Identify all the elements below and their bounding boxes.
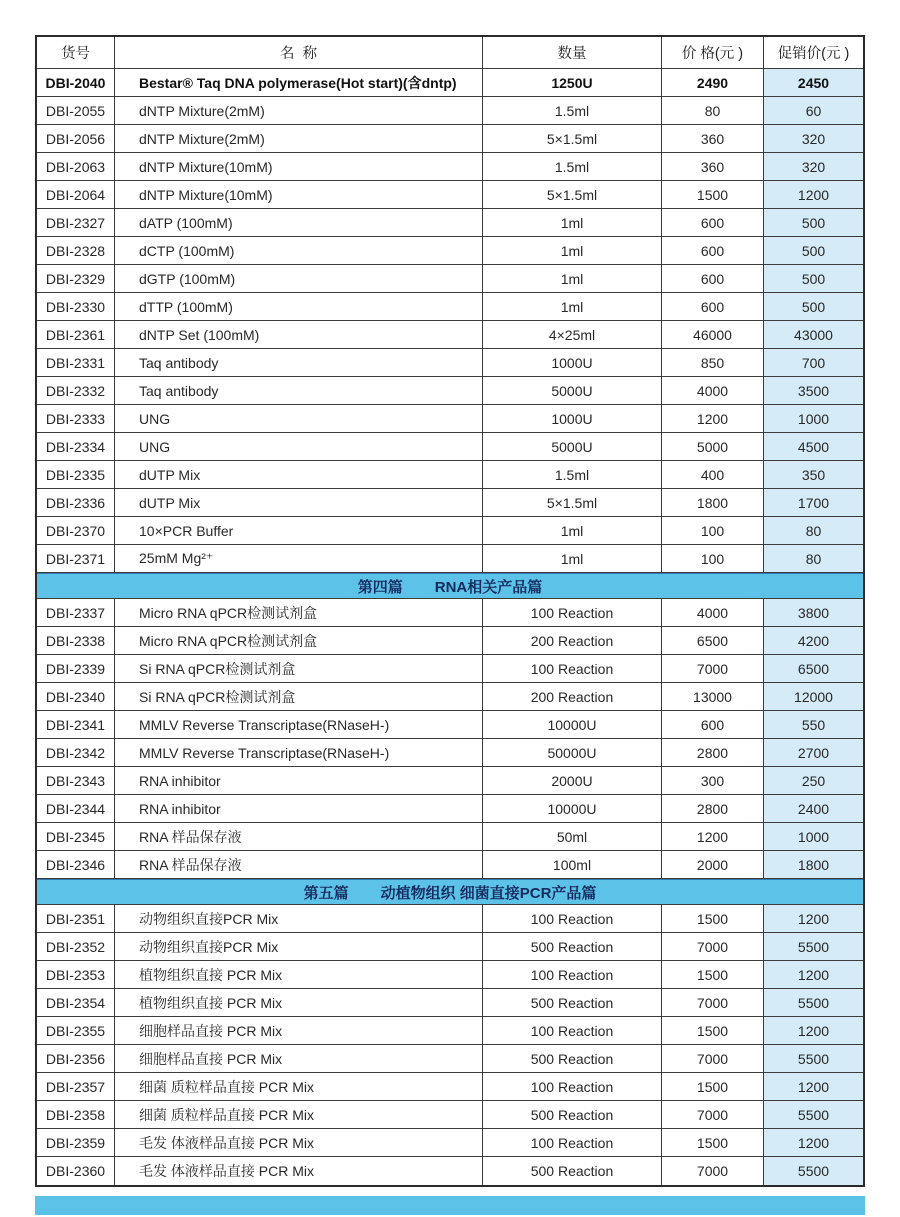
col-header-product-name: 名 称 xyxy=(115,37,483,69)
section-number: 第五篇 xyxy=(303,884,349,902)
quantity-cell: 500 Reaction xyxy=(483,1045,662,1073)
product-name-cell: dNTP Mixture(2mM) xyxy=(115,125,483,153)
table-row xyxy=(37,237,863,265)
promo-price-cell: 1700 xyxy=(764,489,863,517)
product-name-cell: 植物组织直接 PCR Mix xyxy=(115,961,483,989)
table-row xyxy=(37,1017,863,1045)
table-row xyxy=(37,711,863,739)
price-cell: 80 xyxy=(662,97,764,125)
price-cell: 7000 xyxy=(662,1045,764,1073)
product-name-cell: dATP (100mM) xyxy=(115,209,483,237)
promo-price-cell: 500 xyxy=(764,209,863,237)
quantity-cell: 200 Reaction xyxy=(483,627,662,655)
catalog-number-cell: DBI-2346 xyxy=(37,851,115,879)
quantity-cell: 100 Reaction xyxy=(483,961,662,989)
promo-price-cell: 1200 xyxy=(764,905,863,933)
promo-price-cell: 320 xyxy=(764,125,863,153)
price-cell: 7000 xyxy=(662,1101,764,1129)
col-header-promo-price: 促销价(元 ) xyxy=(764,37,863,69)
quantity-cell: 1.5ml xyxy=(483,153,662,181)
catalog-number-cell: DBI-2354 xyxy=(37,989,115,1017)
promo-price-cell: 60 xyxy=(764,97,863,125)
product-name-cell: RNA 样品保存液 xyxy=(115,851,483,879)
table-row xyxy=(37,599,863,627)
table-row xyxy=(37,1129,863,1157)
promo-price-cell: 5500 xyxy=(764,1101,863,1129)
price-cell: 1200 xyxy=(662,405,764,433)
product-name-cell: Micro RNA qPCR检测试剂盒 xyxy=(115,627,483,655)
product-name-cell: 动物组织直接PCR Mix xyxy=(115,905,483,933)
col-header-catalog-number: 货号 xyxy=(37,37,115,69)
quantity-cell: 1000U xyxy=(483,349,662,377)
quantity-cell: 100 Reaction xyxy=(483,905,662,933)
quantity-cell: 500 Reaction xyxy=(483,933,662,961)
table-row xyxy=(37,795,863,823)
promo-price-cell: 1200 xyxy=(764,1129,863,1157)
price-cell: 7000 xyxy=(662,989,764,1017)
table-row xyxy=(37,517,863,545)
product-name-cell: 毛发 体液样品直接 PCR Mix xyxy=(115,1157,483,1185)
product-name-cell: dNTP Mixture(10mM) xyxy=(115,153,483,181)
table-row xyxy=(37,823,863,851)
table-row xyxy=(37,545,863,573)
promo-price-cell: 320 xyxy=(764,153,863,181)
quantity-cell: 1.5ml xyxy=(483,97,662,125)
promo-price-cell: 80 xyxy=(764,545,863,573)
quantity-cell: 200 Reaction xyxy=(483,683,662,711)
quantity-cell: 5000U xyxy=(483,377,662,405)
price-cell: 5000 xyxy=(662,433,764,461)
catalog-number-cell: DBI-2353 xyxy=(37,961,115,989)
promo-price-cell: 5500 xyxy=(764,1045,863,1073)
quantity-cell: 500 Reaction xyxy=(483,1101,662,1129)
product-name-cell: 动物组织直接PCR Mix xyxy=(115,933,483,961)
promo-price-cell: 80 xyxy=(764,517,863,545)
table-row xyxy=(37,69,863,97)
quantity-cell: 50ml xyxy=(483,823,662,851)
price-cell: 1800 xyxy=(662,489,764,517)
quantity-cell: 500 Reaction xyxy=(483,989,662,1017)
table-row xyxy=(37,1101,863,1129)
table-header-row xyxy=(37,37,863,69)
product-name-cell: dTTP (100mM) xyxy=(115,293,483,321)
table-row xyxy=(37,739,863,767)
quantity-cell: 5000U xyxy=(483,433,662,461)
price-cell: 600 xyxy=(662,293,764,321)
catalog-number-cell: DBI-2360 xyxy=(37,1157,115,1185)
section-title: RNA相关产品篇 xyxy=(434,578,543,596)
price-cell: 100 xyxy=(662,517,764,545)
price-cell: 600 xyxy=(662,711,764,739)
col-header-price: 价 格(元 ) xyxy=(662,37,764,69)
catalog-number-cell: DBI-2352 xyxy=(37,933,115,961)
quantity-cell: 500 Reaction xyxy=(483,1157,662,1185)
catalog-number-cell: DBI-2330 xyxy=(37,293,115,321)
catalog-number-cell: DBI-2344 xyxy=(37,795,115,823)
quantity-cell: 100 Reaction xyxy=(483,599,662,627)
product-name-cell: Micro RNA qPCR检测试剂盒 xyxy=(115,599,483,627)
table-row xyxy=(37,433,863,461)
product-name-cell: MMLV Reverse Transcriptase(RNaseH-) xyxy=(115,711,483,739)
price-cell: 850 xyxy=(662,349,764,377)
quantity-cell: 1ml xyxy=(483,237,662,265)
table-row xyxy=(37,767,863,795)
table-row xyxy=(37,627,863,655)
quantity-cell: 1ml xyxy=(483,545,662,573)
quantity-cell: 1000U xyxy=(483,405,662,433)
product-name-cell: Taq antibody xyxy=(115,349,483,377)
quantity-cell: 4×25ml xyxy=(483,321,662,349)
table-row xyxy=(37,905,863,933)
promo-price-cell: 5500 xyxy=(764,989,863,1017)
price-cell: 300 xyxy=(662,767,764,795)
promo-price-cell: 43000 xyxy=(764,321,863,349)
catalog-number-cell: DBI-2333 xyxy=(37,405,115,433)
promo-price-cell: 12000 xyxy=(764,683,863,711)
catalog-number-cell: DBI-2335 xyxy=(37,461,115,489)
price-cell: 1500 xyxy=(662,181,764,209)
quantity-cell: 100 Reaction xyxy=(483,1017,662,1045)
table-row xyxy=(37,97,863,125)
product-name-cell: 10×PCR Buffer xyxy=(115,517,483,545)
catalog-number-cell: DBI-2331 xyxy=(37,349,115,377)
section-header-bar xyxy=(37,573,863,599)
promo-price-cell: 1200 xyxy=(764,961,863,989)
quantity-cell: 2000U xyxy=(483,767,662,795)
catalog-number-cell: DBI-2361 xyxy=(37,321,115,349)
product-name-cell: dNTP Set (100mM) xyxy=(115,321,483,349)
catalog-number-cell: DBI-2340 xyxy=(37,683,115,711)
price-cell: 600 xyxy=(662,237,764,265)
promo-price-cell: 500 xyxy=(764,237,863,265)
section-header-bar xyxy=(37,879,863,905)
promo-price-cell: 2400 xyxy=(764,795,863,823)
price-table xyxy=(35,35,865,1187)
quantity-cell: 5×1.5ml xyxy=(483,489,662,517)
quantity-cell: 1ml xyxy=(483,209,662,237)
product-name-cell: dGTP (100mM) xyxy=(115,265,483,293)
price-cell: 6500 xyxy=(662,627,764,655)
catalog-number-cell: DBI-2329 xyxy=(37,265,115,293)
product-name-cell: dCTP (100mM) xyxy=(115,237,483,265)
table-row xyxy=(37,1073,863,1101)
table-row xyxy=(37,153,863,181)
col-header-quantity: 数量 xyxy=(483,37,662,69)
table-row xyxy=(37,961,863,989)
table-row xyxy=(37,683,863,711)
promo-price-cell: 3800 xyxy=(764,599,863,627)
product-name-cell: dNTP Mixture(10mM) xyxy=(115,181,483,209)
promo-price-cell: 500 xyxy=(764,265,863,293)
promo-price-cell: 1000 xyxy=(764,405,863,433)
quantity-cell: 5×1.5ml xyxy=(483,181,662,209)
promo-price-cell: 1200 xyxy=(764,1017,863,1045)
quantity-cell: 100ml xyxy=(483,851,662,879)
table-row xyxy=(37,1045,863,1073)
price-cell: 7000 xyxy=(662,1157,764,1185)
catalog-number-cell: DBI-2056 xyxy=(37,125,115,153)
product-name-cell: 25mM Mg²⁺ xyxy=(115,545,483,573)
price-cell: 1500 xyxy=(662,1129,764,1157)
table-row xyxy=(37,181,863,209)
catalog-number-cell: DBI-2343 xyxy=(37,767,115,795)
catalog-number-cell: DBI-2371 xyxy=(37,545,115,573)
catalog-number-cell: DBI-2063 xyxy=(37,153,115,181)
table-row xyxy=(37,405,863,433)
catalog-number-cell: DBI-2356 xyxy=(37,1045,115,1073)
promo-price-cell: 6500 xyxy=(764,655,863,683)
price-cell: 7000 xyxy=(662,933,764,961)
catalog-number-cell: DBI-2336 xyxy=(37,489,115,517)
price-cell: 1200 xyxy=(662,823,764,851)
promo-price-cell: 2450 xyxy=(764,69,863,97)
product-name-cell: 细胞样品直接 PCR Mix xyxy=(115,1045,483,1073)
price-cell: 4000 xyxy=(662,377,764,405)
quantity-cell: 1ml xyxy=(483,517,662,545)
product-name-cell: 细胞样品直接 PCR Mix xyxy=(115,1017,483,1045)
price-cell: 2800 xyxy=(662,739,764,767)
price-cell: 2000 xyxy=(662,851,764,879)
price-cell: 4000 xyxy=(662,599,764,627)
catalog-number-cell: DBI-2040 xyxy=(37,69,115,97)
promo-price-cell: 250 xyxy=(764,767,863,795)
promo-price-cell: 3500 xyxy=(764,377,863,405)
quantity-cell: 100 Reaction xyxy=(483,655,662,683)
price-cell: 1500 xyxy=(662,1017,764,1045)
price-cell: 2800 xyxy=(662,795,764,823)
quantity-cell: 5×1.5ml xyxy=(483,125,662,153)
product-name-cell: Taq antibody xyxy=(115,377,483,405)
promo-price-cell: 5500 xyxy=(764,933,863,961)
quantity-cell: 1ml xyxy=(483,265,662,293)
catalog-number-cell: DBI-2358 xyxy=(37,1101,115,1129)
footer-accent-bar xyxy=(35,1196,865,1215)
promo-price-cell: 350 xyxy=(764,461,863,489)
table-row xyxy=(37,321,863,349)
product-name-cell: RNA inhibitor xyxy=(115,767,483,795)
promo-price-cell: 4500 xyxy=(764,433,863,461)
price-cell: 100 xyxy=(662,545,764,573)
promo-price-cell: 1000 xyxy=(764,823,863,851)
product-name-cell: RNA inhibitor xyxy=(115,795,483,823)
product-name-cell: 细菌 质粒样品直接 PCR Mix xyxy=(115,1073,483,1101)
catalog-number-cell: DBI-2359 xyxy=(37,1129,115,1157)
table-row xyxy=(37,851,863,879)
section-title: 动植物组织 细菌直接PCR产品篇 xyxy=(380,884,597,902)
product-name-cell: Si RNA qPCR检测试剂盒 xyxy=(115,655,483,683)
promo-price-cell: 2700 xyxy=(764,739,863,767)
catalog-number-cell: DBI-2328 xyxy=(37,237,115,265)
promo-price-cell: 1200 xyxy=(764,1073,863,1101)
product-name-cell: 毛发 体液样品直接 PCR Mix xyxy=(115,1129,483,1157)
table-row xyxy=(37,655,863,683)
price-cell: 600 xyxy=(662,209,764,237)
catalog-number-cell: DBI-2337 xyxy=(37,599,115,627)
price-cell: 7000 xyxy=(662,655,764,683)
table-row xyxy=(37,349,863,377)
catalog-number-cell: DBI-2338 xyxy=(37,627,115,655)
promo-price-cell: 500 xyxy=(764,293,863,321)
catalog-number-cell: DBI-2342 xyxy=(37,739,115,767)
quantity-cell: 100 Reaction xyxy=(483,1073,662,1101)
price-cell: 360 xyxy=(662,125,764,153)
promo-price-cell: 700 xyxy=(764,349,863,377)
price-cell: 13000 xyxy=(662,683,764,711)
catalog-number-cell: DBI-2341 xyxy=(37,711,115,739)
product-name-cell: RNA 样品保存液 xyxy=(115,823,483,851)
table-row xyxy=(37,293,863,321)
price-cell: 400 xyxy=(662,461,764,489)
quantity-cell: 10000U xyxy=(483,795,662,823)
product-name-cell: UNG xyxy=(115,405,483,433)
table-row xyxy=(37,933,863,961)
quantity-cell: 100 Reaction xyxy=(483,1129,662,1157)
product-name-cell: UNG xyxy=(115,433,483,461)
product-name-cell: Bestar® Taq DNA polymerase(Hot start)(含dntp) xyxy=(115,69,483,97)
price-cell: 1500 xyxy=(662,905,764,933)
table-row xyxy=(37,209,863,237)
quantity-cell: 1.5ml xyxy=(483,461,662,489)
promo-price-cell: 1800 xyxy=(764,851,863,879)
catalog-number-cell: DBI-2055 xyxy=(37,97,115,125)
catalog-number-cell: DBI-2351 xyxy=(37,905,115,933)
quantity-cell: 50000U xyxy=(483,739,662,767)
product-name-cell: dUTP Mix xyxy=(115,489,483,517)
catalog-number-cell: DBI-2064 xyxy=(37,181,115,209)
table-row xyxy=(37,489,863,517)
product-name-cell: dUTP Mix xyxy=(115,461,483,489)
catalog-number-cell: DBI-2327 xyxy=(37,209,115,237)
table-row xyxy=(37,1157,863,1185)
price-cell: 46000 xyxy=(662,321,764,349)
catalog-number-cell: DBI-2357 xyxy=(37,1073,115,1101)
catalog-number-cell: DBI-2370 xyxy=(37,517,115,545)
promo-price-cell: 5500 xyxy=(764,1157,863,1185)
promo-price-cell: 1200 xyxy=(764,181,863,209)
product-name-cell: 细菌 质粒样品直接 PCR Mix xyxy=(115,1101,483,1129)
quantity-cell: 1250U xyxy=(483,69,662,97)
product-name-cell: MMLV Reverse Transcriptase(RNaseH-) xyxy=(115,739,483,767)
catalog-number-cell: DBI-2332 xyxy=(37,377,115,405)
table-row xyxy=(37,461,863,489)
price-cell: 360 xyxy=(662,153,764,181)
section-number: 第四篇 xyxy=(357,578,403,596)
product-name-cell: 植物组织直接 PCR Mix xyxy=(115,989,483,1017)
promo-price-cell: 4200 xyxy=(764,627,863,655)
table-row xyxy=(37,265,863,293)
table-row xyxy=(37,989,863,1017)
table-row xyxy=(37,377,863,405)
catalog-number-cell: DBI-2334 xyxy=(37,433,115,461)
price-cell: 1500 xyxy=(662,1073,764,1101)
catalog-number-cell: DBI-2345 xyxy=(37,823,115,851)
quantity-cell: 1ml xyxy=(483,293,662,321)
price-cell: 1500 xyxy=(662,961,764,989)
catalog-number-cell: DBI-2339 xyxy=(37,655,115,683)
price-cell: 2490 xyxy=(662,69,764,97)
product-name-cell: dNTP Mixture(2mM) xyxy=(115,97,483,125)
quantity-cell: 10000U xyxy=(483,711,662,739)
price-cell: 600 xyxy=(662,265,764,293)
promo-price-cell: 550 xyxy=(764,711,863,739)
table-row xyxy=(37,125,863,153)
catalog-number-cell: DBI-2355 xyxy=(37,1017,115,1045)
product-name-cell: Si RNA qPCR检测试剂盒 xyxy=(115,683,483,711)
